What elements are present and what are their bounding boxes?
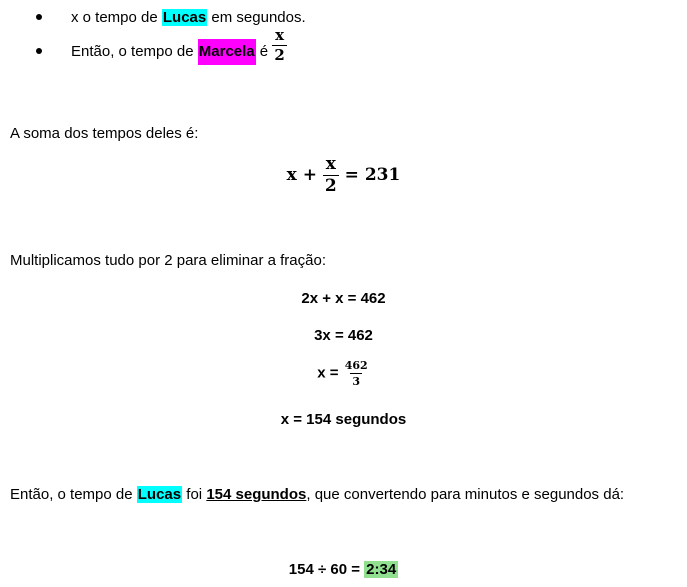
step-3-denominator: 3: [352, 375, 361, 388]
step-4: x = 154 segundos: [280, 411, 407, 428]
eq-fraction: [323, 156, 339, 195]
bullet-dot-icon: [36, 14, 42, 20]
fraction-denominator: 2: [274, 45, 285, 64]
bullet-text: [71, 25, 287, 65]
eq-equals-sign: =: [344, 165, 359, 185]
conclusion-post: , que convertendo para minutos e segundos dá:: [306, 486, 625, 503]
final-result: [0, 561, 687, 578]
bullet-text: [71, 9, 306, 26]
name-highlight-lucas: Lucas: [162, 9, 207, 26]
multiply-intro-text: Multiplicamos tudo por 2 para eliminar a fração:: [10, 252, 326, 269]
step-3-fraction: [343, 360, 370, 387]
conclusion-text: [10, 486, 624, 503]
final-result-highlight: 2:34: [366, 561, 397, 578]
step-3: [0, 360, 687, 387]
bullet-text-post: em segundos.: [207, 9, 306, 26]
name-highlight-lucas-2: Lucas: [137, 486, 182, 503]
bullet-text-post: é: [255, 43, 273, 60]
bullet-text-pre: x o tempo de: [71, 9, 162, 26]
eq-fraction-denominator: 2: [324, 176, 337, 196]
eq-left-term: x: [286, 165, 297, 185]
final-expression: 154 ÷ 60 =: [288, 561, 365, 578]
step-3-lhs: x =: [317, 364, 343, 382]
fraction-x-over-2: [272, 25, 286, 64]
step-3-numerator: 462: [344, 359, 368, 372]
equation-sum: [0, 156, 687, 195]
bullet-dot-icon: [36, 48, 42, 54]
eq-plus-sign: +: [302, 165, 317, 185]
conclusion-value: 154 segundos: [206, 486, 307, 503]
conclusion-mid: foi: [182, 486, 207, 503]
name-highlight-marcela: Marcela: [198, 39, 256, 65]
eq-fraction-numerator: x: [325, 154, 336, 174]
sum-intro-text: A soma dos tempos deles é:: [10, 125, 199, 142]
fraction-numerator: x: [275, 25, 285, 44]
eq-right-term: 231: [364, 165, 401, 185]
bullet-text-pre: Então, o tempo de: [71, 43, 198, 60]
conclusion-pre: Então, o tempo de: [10, 486, 137, 503]
step-2: 3x = 462: [314, 327, 373, 344]
step-1: 2x + x = 462: [301, 290, 386, 307]
